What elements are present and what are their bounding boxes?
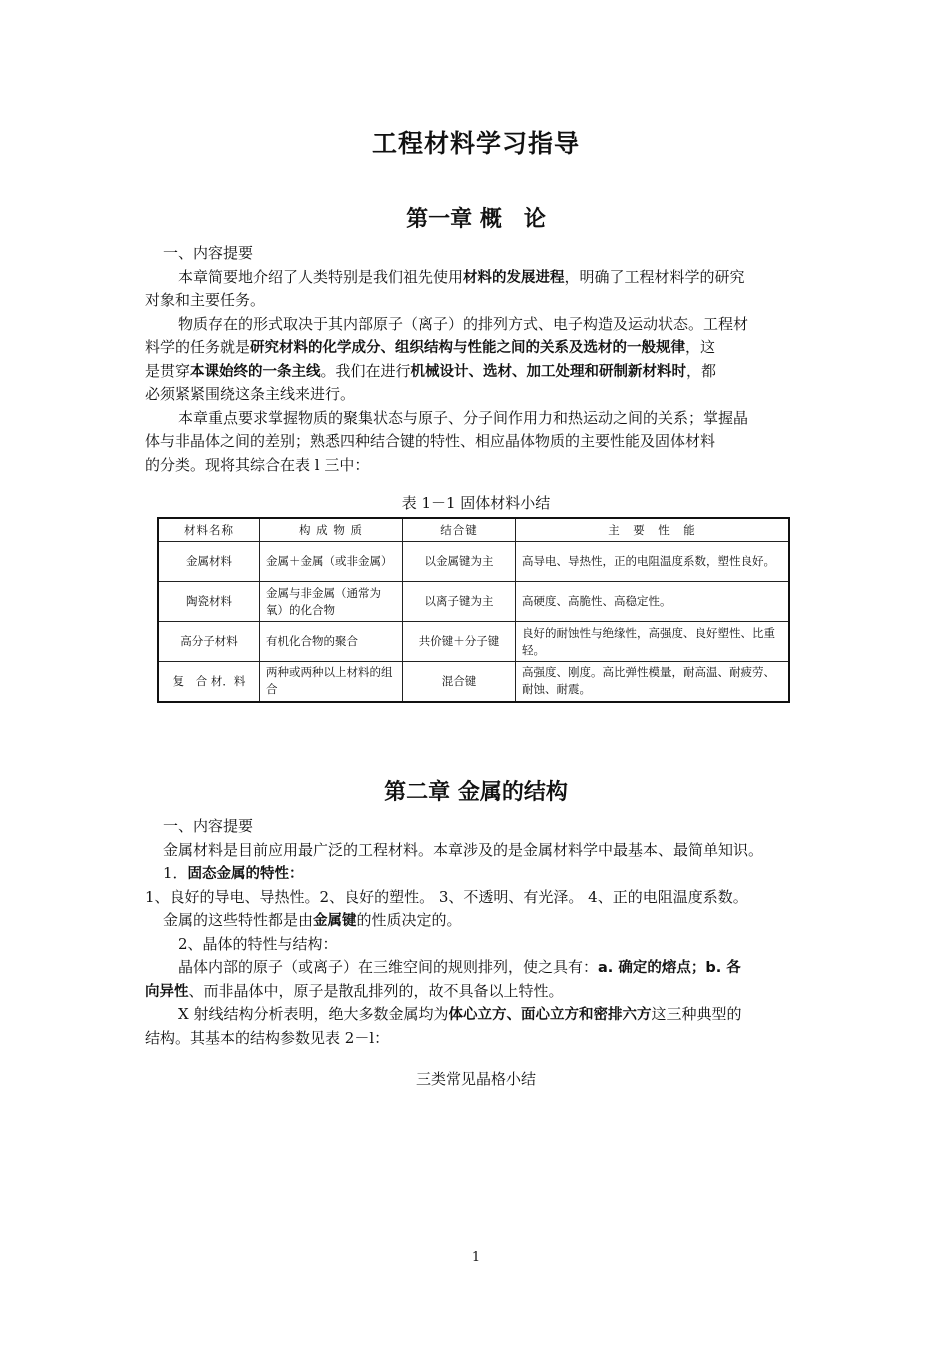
table-cell: 良好的耐蚀性与绝缘性，高强度、良好塑性、比重轻。 <box>516 622 790 662</box>
paragraph: 物质存在的形式取决于其内部原子（离子）的排列方式、电子构造及运动状态。工程材 <box>178 314 749 333</box>
paragraph-line: 对象和主要任务。 <box>145 291 266 309</box>
page-number: 1 <box>471 1250 481 1265</box>
chapter1-heading: 第一章 概 论 <box>406 207 546 232</box>
table-cell: 有机化合物的聚合 <box>260 622 403 662</box>
table-cell: 以金属键为主 <box>403 542 516 582</box>
table-row <box>158 662 789 702</box>
table-cell: 金属＋金属（或非金属） <box>260 542 403 582</box>
table-header-cell: 材料名称 <box>158 518 260 542</box>
table-cell: 高强度、刚度。高比弹性模量，耐高温、耐疲劳、耐蚀、耐震。 <box>516 662 790 702</box>
table-row <box>158 542 789 582</box>
table1-caption: 表 1－1 固体材料小结 <box>401 494 551 512</box>
table-cell: 两种或两种以上材料的组合 <box>260 662 403 702</box>
table-cell: 以离子键为主 <box>403 582 516 622</box>
table-cell: 混合键 <box>403 662 516 702</box>
paragraph-line: 是贯穿本课始终的一条主线。我们在进行机械设计、选材、加工处理和研制新材料时，都 <box>145 361 717 380</box>
paragraph-line: 的分类。现将其综合在表 l 三中： <box>145 455 370 474</box>
table-cell: 金属与非金属（通常为氧）的化合物 <box>260 582 403 622</box>
paragraph: 本章重点要求掌握物质的聚集状态与原子、分子间作用力和热运动之间的关系；掌握晶 <box>178 408 749 427</box>
solid-materials-table <box>157 517 790 703</box>
table-cell: 复 合 材．料 <box>158 662 260 702</box>
table-row <box>158 622 789 662</box>
table-cell: 高导电、导热性，正的电阻温度系数，塑性良好。 <box>516 542 790 582</box>
paragraph-line: 料学的任务就是研究材料的化学成分、组织结构与性能之间的关系及选材的一般规律，这 <box>145 338 716 356</box>
table-cell: 陶瓷材料 <box>158 582 260 622</box>
paragraph-line: 体与非晶体之间的差别；熟悉四种结合键的特性、相应晶体物质的主要性能及固体材料 <box>145 432 716 450</box>
list-item: 1．固态金属的特性： <box>163 864 304 882</box>
paragraph: 本章简要地介绍了人类特别是我们祖先使用材料的发展进程，明确了工程材料学的研究 <box>178 267 745 286</box>
table-cell: 高硬度、高脆性、高稳定性。 <box>516 582 790 622</box>
table-cell: 金属材料 <box>158 542 260 582</box>
table-cell: 共价键＋分子键 <box>403 622 516 662</box>
table-header-row <box>158 518 789 542</box>
paragraph-line: 向异性、而非晶体中，原子是散乱排列的，故不具备以上特性。 <box>145 981 564 1000</box>
paragraph: X 射线结构分析表明，绝大多数金属均为体心立方、面心立方和密排六方这三种典型的 <box>178 1005 742 1023</box>
chapter2-body <box>145 815 813 1050</box>
chapter1-body <box>145 242 813 477</box>
paragraph: 1、良好的导电、导热性。2、良好的塑性。 3、不透明、有光泽。 4、正的电阻温度系数。 <box>145 887 748 906</box>
chapter2-section-title: 一、内容提要 <box>163 817 254 835</box>
table2-caption: 三类常见晶格小结 <box>415 1070 536 1088</box>
paragraph: 金属的这些特性都是由金属键的性质决定的。 <box>163 911 462 929</box>
table-row <box>158 582 789 622</box>
table-header-cell: 结合键 <box>403 518 516 542</box>
paragraph: 晶体内部的原子（或离子）在三维空间的规则排列，使之具有：a. 确定的熔点；b. 各 <box>178 958 741 976</box>
chapter2-heading: 第二章 金属的结构 <box>384 780 568 805</box>
table-header-cell: 构 成 物 质 <box>260 518 403 542</box>
paragraph-line: 必须紧紧围绕这条主线来进行。 <box>145 385 356 403</box>
table-header-cell: 主 要 性 能 <box>516 518 790 542</box>
list-item: 2、晶体的特性与结构： <box>178 934 338 953</box>
paragraph-line: 结构。其基本的结构参数见表 2－l： <box>145 1028 390 1047</box>
chapter1-section-title: 一、内容提要 <box>163 244 254 262</box>
table-cell: 高分子材料 <box>158 622 260 662</box>
document-title: 工程材料学习指导 <box>371 129 580 158</box>
paragraph: 金属材料是目前应用最广泛的工程材料。本章涉及的是金属材料学中最基本、最简单知识。 <box>163 840 764 859</box>
